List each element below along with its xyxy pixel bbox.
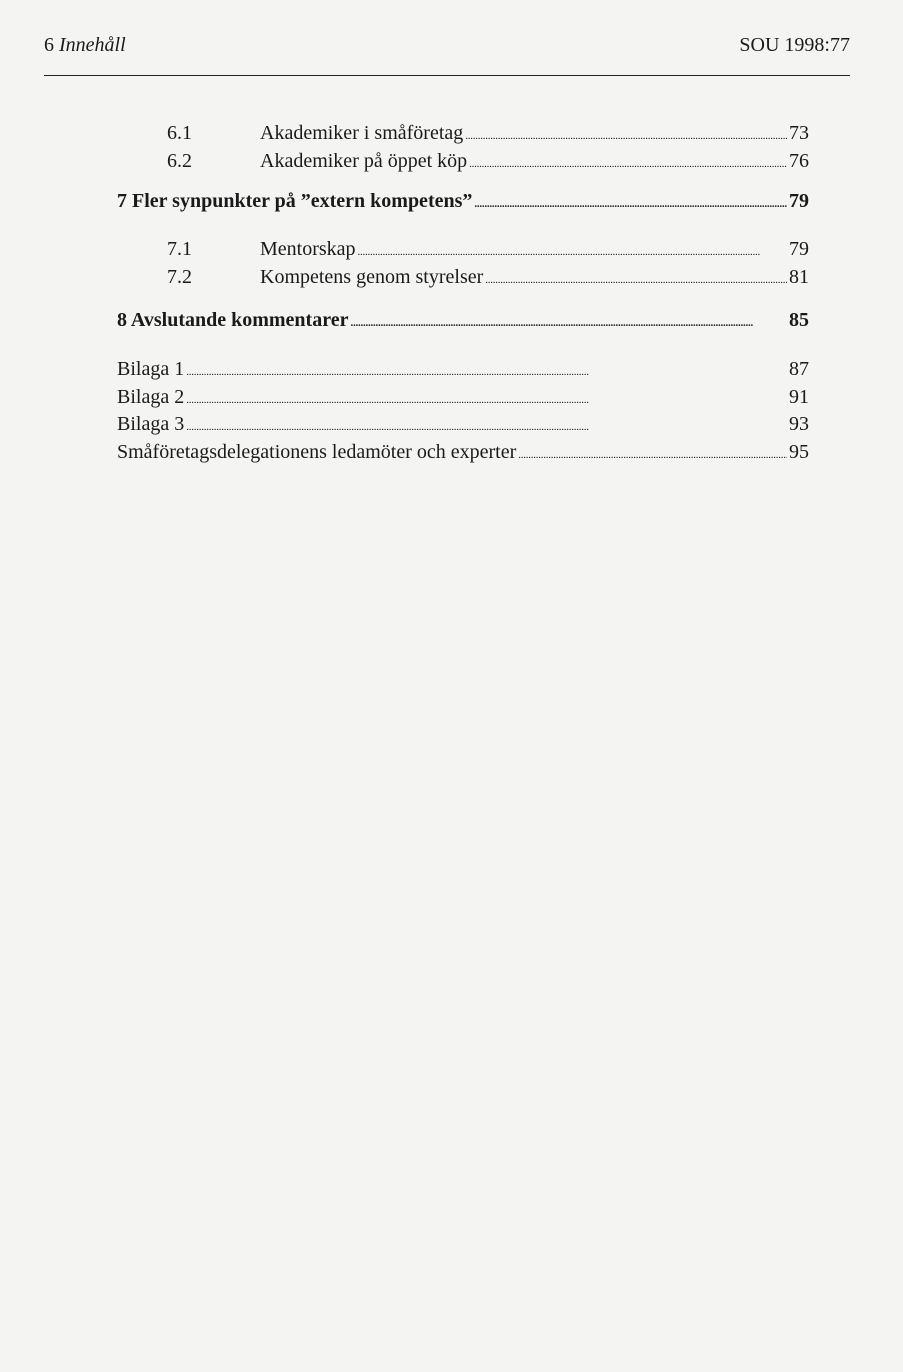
toc-dot-leader [358, 236, 787, 265]
toc-entry-7-2[interactable] [117, 264, 809, 293]
toc-appendix-page: 91 [789, 386, 809, 408]
toc-chapter-page: 85 [789, 309, 809, 331]
toc-appendix-page: 87 [789, 358, 809, 380]
toc-dot-leader [518, 439, 787, 468]
header-left [44, 34, 126, 57]
toc-entry-number: 7.2 [167, 266, 192, 288]
toc-entry-number: 7.1 [167, 238, 192, 260]
toc-chapter-label: 8 Avslutande kommentarer [117, 309, 349, 331]
toc-entry-label: Kompetens genom styrelser [260, 266, 484, 288]
toc-entry-label: Akademiker på öppet köp [260, 150, 468, 172]
header-document-id: SOU 1998:77 [739, 34, 850, 56]
toc-chapter-label: 7 Fler synpunkter på ”extern kompetens” [117, 190, 473, 212]
toc-appendix-label: Bilaga 1 [117, 358, 185, 380]
toc-appendix-page: 93 [789, 413, 809, 435]
toc-appendix-page: 95 [789, 441, 809, 463]
toc-entry-page: 76 [789, 150, 809, 172]
toc-chapter-8[interactable] [117, 307, 809, 336]
toc-appendix-label: Bilaga 2 [117, 386, 185, 408]
running-header [44, 34, 850, 64]
toc-dot-leader [186, 356, 787, 385]
toc-dot-leader [469, 148, 787, 177]
toc-entry-label: Akademiker i småföretag [260, 122, 464, 144]
toc-entry-page: 79 [789, 238, 809, 260]
toc-entry-6-2[interactable] [117, 148, 809, 177]
toc-entry-page: 73 [789, 122, 809, 144]
toc-entry-6-1[interactable] [117, 120, 809, 149]
toc-dot-leader [465, 120, 787, 149]
header-page-number: 6 [44, 34, 54, 56]
toc-dot-leader [186, 411, 787, 440]
toc-entry-label: Mentorskap [260, 238, 356, 260]
toc-appendix-2[interactable] [117, 384, 809, 413]
toc-dot-leader [474, 188, 787, 217]
toc-entry-page: 81 [789, 266, 809, 288]
toc-dot-leader [350, 307, 787, 336]
toc-dot-leader [186, 384, 787, 413]
toc-chapter-page: 79 [789, 190, 809, 212]
toc-chapter-7[interactable] [117, 188, 809, 217]
toc-entry-number: 6.1 [167, 122, 192, 144]
toc-entry-7-1[interactable] [117, 236, 809, 265]
toc-appendix-1[interactable] [117, 356, 809, 385]
toc-appendix-label: Bilaga 3 [117, 413, 185, 435]
toc-entry-number: 6.2 [167, 150, 192, 172]
header-divider [44, 75, 850, 76]
toc-appendix-members[interactable] [117, 439, 809, 468]
toc-appendix-3[interactable] [117, 411, 809, 440]
toc-dot-leader [485, 264, 787, 293]
toc-appendix-label: Småföretagsdelegationens ledamöter och experter [117, 441, 517, 463]
header-section-title: Innehåll [59, 34, 126, 56]
